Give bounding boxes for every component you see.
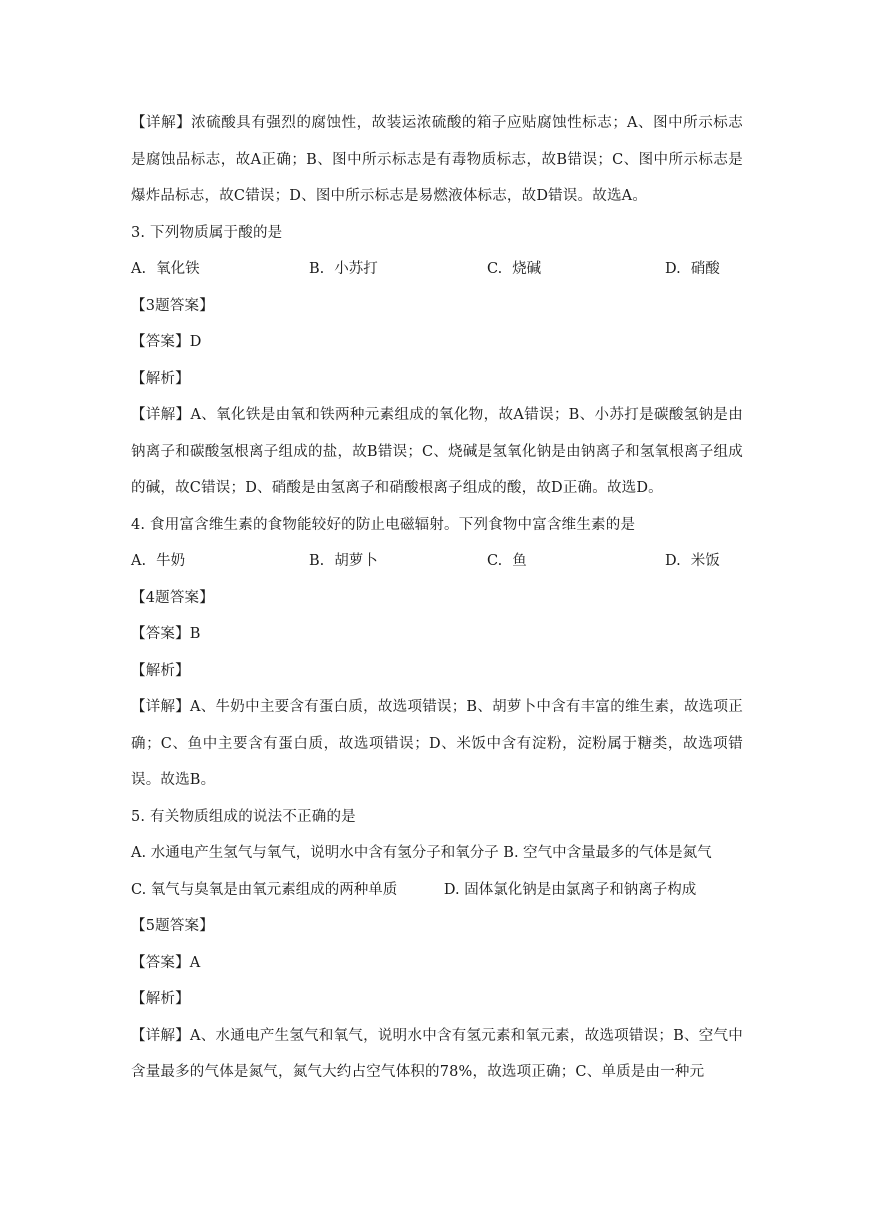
document-page	[131, 105, 743, 1091]
q3-option-a	[131, 251, 309, 288]
option-label: D.	[665, 553, 681, 569]
q3-answer: 【答案】D	[131, 334, 202, 350]
option-label: C.	[487, 553, 503, 569]
q4-stem: 4. 食用富含维生素的食物能较好的防止电磁辐射。下列食物中富含维生素的是	[131, 516, 636, 533]
q5-options-cd	[131, 872, 743, 909]
option-text: 牛奶	[156, 553, 186, 569]
q5-analysis-header: 【解析】	[131, 991, 190, 1007]
q4-detail: 【详解】A、牛奶中主要含有蛋白质，故选项错误；B、胡萝卜中含有丰富的维生素，故选项正确；C、鱼中主要含有蛋白质，故选项错误；D、米饭中含有淀粉，淀粉属于糖类，故选项错误。故选B。	[131, 699, 743, 788]
q5-option-a: A. 水通电产生氢气与氧气，说明水中含有氢分子和氧分子	[131, 845, 499, 861]
option-text: 胡萝卜	[334, 553, 378, 569]
q5-answer-header: 【5题答案】	[131, 918, 214, 934]
q3-option-b	[309, 251, 487, 288]
q5-detail: 【详解】A、水通电产生氢气和氧气，说明水中含有氢元素和氧元素，故选项错误；B、空气中含量最多的气体是氮气，氮气大约占空气体积的78%，故选项正确；C、单质是由一种元	[131, 1027, 743, 1080]
q4-options	[131, 543, 743, 580]
option-label: A.	[131, 261, 147, 277]
q3-detail: 【详解】A、氧化铁是由氧和铁两种元素组成的氧化物，故A错误；B、小苏打是碳酸氢钠是由钠离子和碳酸氢根离子组成的盐，故B错误；C、烧碱是氢氧化钠是由钠离子和氢氧根离子组成的碱，故C错误；D、硝酸是由氢离子和硝酸根离子组成的酸，故D正确。故选D。	[131, 407, 743, 496]
option-label: A.	[131, 553, 147, 569]
option-text: 烧碱	[512, 261, 542, 277]
q4-option-a	[131, 543, 309, 580]
q5-stem: 5. 有关物质组成的说法不正确的是	[131, 808, 356, 825]
option-text: 硝酸	[690, 261, 720, 277]
q3-option-d	[665, 251, 720, 288]
option-text: 氧化铁	[156, 261, 200, 277]
q5-options-ab	[131, 835, 743, 872]
q4-option-c	[487, 543, 665, 580]
q5-answer: 【答案】A	[131, 954, 201, 971]
q4-answer-header: 【4题答案】	[131, 589, 214, 606]
q3-answer-header: 【3题答案】	[131, 297, 214, 314]
option-text: 米饭	[690, 553, 720, 569]
option-text: 鱼	[512, 553, 527, 569]
q3-options	[131, 251, 743, 288]
q5-option-c: C. 氧气与臭氧是由氧元素组成的两种单质	[131, 881, 398, 898]
q4-option-b	[309, 543, 487, 580]
q3-option-c	[487, 251, 665, 288]
option-label: D.	[665, 261, 681, 277]
option-label: C.	[487, 261, 503, 277]
option-text: 小苏打	[334, 261, 378, 277]
q4-answer: 【答案】B	[131, 626, 201, 642]
option-label: B.	[309, 261, 325, 277]
q5-option-d: D. 固体氯化钠是由氯离子和钠离子构成	[443, 881, 697, 898]
q4-analysis-header: 【解析】	[131, 662, 190, 679]
option-label: B.	[309, 553, 325, 569]
q5-option-b: B. 空气中含量最多的气体是氮气	[503, 845, 712, 861]
q2-detail: 【详解】浓硫酸具有强烈的腐蚀性，故装运浓硫酸的箱子应贴腐蚀性标志；A、图中所示标志是腐蚀品标志，故A正确；B、图中所示标志是有毒物质标志，故B错误；C、图中所示标志是爆炸品标志，故C错误；D、图中所示标志是易燃液体标志，故D错误。故选A。	[131, 115, 743, 204]
q4-option-d	[665, 543, 720, 580]
q3-analysis-header: 【解析】	[131, 370, 190, 387]
q3-stem: 3. 下列物质属于酸的是	[131, 224, 283, 241]
